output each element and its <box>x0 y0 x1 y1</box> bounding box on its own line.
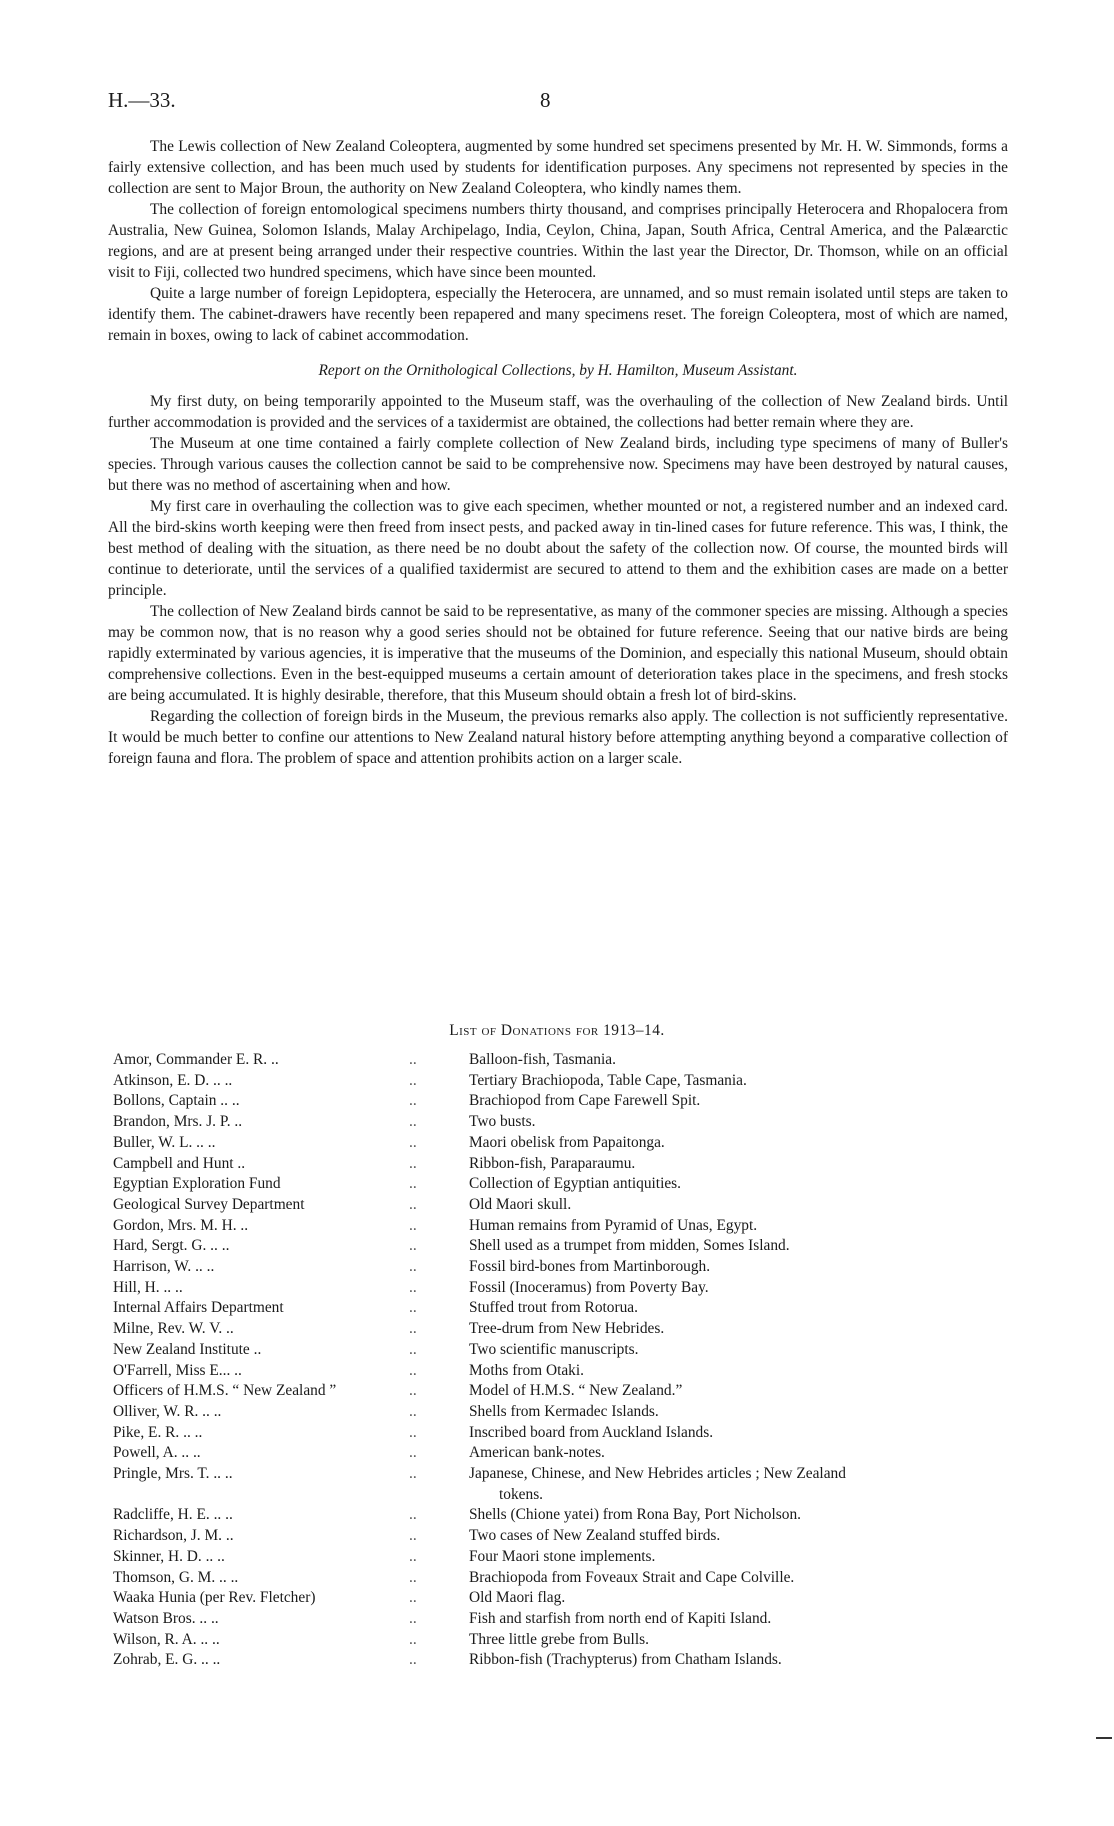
donor-name: New Zealand Institute .. <box>113 1340 262 1358</box>
dot-leader: .. <box>409 1278 417 1296</box>
donation-item <box>465 1402 1013 1423</box>
donation-item-text: Ribbon-fish (Trachypterus) from Chatham Islands. <box>469 1651 782 1669</box>
donation-row <box>113 1381 1013 1402</box>
donation-item-text: Inscribed board from Auckland Islands. <box>469 1423 714 1441</box>
paragraph: The collection of foreign entomological specimens numbers thirty thousand, and comprises principally Heterocera and Rhopalocera from Australia, New Guinea, Solomon Islands, Malay Archipelago, India, Ceylon, China, Japan, South Africa, Central America, and the Palæarctic regions, and are at present being arranged under their respective countries. Within the last year the Director, Dr. Thomson, while on an official visit to Fiji, collected two hundred specimens, which have since been mounted. <box>108 201 1008 281</box>
donor-name: Richardson, J. M. .. <box>113 1527 234 1545</box>
donor-name: Egyptian Exploration Fund <box>113 1175 281 1193</box>
donation-item <box>465 1174 1013 1195</box>
donation-item-text: Fossil bird-bones from Martinborough. <box>469 1258 711 1276</box>
donation-item <box>465 1133 1013 1154</box>
donation-item-text: Old Maori skull. <box>469 1195 572 1213</box>
donor-name: Skinner, H. D. .. .. <box>113 1547 225 1565</box>
donation-row <box>113 1071 1013 1092</box>
donation-row <box>113 1236 1013 1257</box>
donation-item-text: Shells from Kermadec Islands. <box>469 1402 659 1420</box>
dot-leader: .. <box>409 1237 417 1255</box>
donor-name: Buller, W. L. .. .. <box>113 1133 216 1151</box>
dot-leader: .. <box>409 1402 417 1420</box>
dot-leader: .. <box>409 1589 417 1607</box>
donation-row <box>113 1464 1013 1505</box>
dot-leader: .. <box>409 1382 417 1400</box>
page-header <box>108 88 1006 114</box>
donation-item <box>465 1278 1013 1299</box>
donation-row <box>113 1402 1013 1423</box>
donor-name: Geological Survey Department <box>113 1195 305 1213</box>
donor-name: Pike, E. R. .. .. <box>113 1423 203 1441</box>
dot-leader: .. <box>409 1216 417 1234</box>
donation-row <box>113 1091 1013 1112</box>
dot-leader: .. <box>409 1630 417 1648</box>
donation-row <box>113 1340 1013 1361</box>
donation-row <box>113 1630 1013 1651</box>
dot-leader: .. <box>409 1506 417 1524</box>
margin-mark <box>1096 1737 1112 1739</box>
donation-item-text: Two cases of New Zealand stuffed birds. <box>469 1527 721 1545</box>
donor-name: O'Farrell, Miss E... .. <box>113 1361 242 1379</box>
paragraph: The collection of New Zealand birds cannot be said to be representative, as many of the commoner species are missing. Although a species may be common now, that is no reason why a good series should not be obtained for future reference. Seeing that our native birds are being rapidly exterminated by various agencies, it is imperative that the museums of the Dominion, and especially this national Museum, should obtain comprehensive collections. Even in the best-equipped museums a certain amount of deterioration takes place in the specimens, and fresh stocks are being accumulated. It is highly desirable, therefore, that this Museum should obtain a fresh lot of bird-skins. <box>108 603 1008 704</box>
donation-item-text: Human remains from Pyramid of Unas, Egypt. <box>469 1216 758 1234</box>
donor-name: Olliver, W. R. .. .. <box>113 1402 222 1420</box>
donation-item <box>465 1547 1013 1568</box>
donation-item <box>465 1154 1013 1175</box>
donor-name: Brandon, Mrs. J. P. .. <box>113 1113 243 1131</box>
dot-leader: .. <box>409 1465 417 1483</box>
donation-item-text: Stuffed trout from Rotorua. <box>469 1299 638 1317</box>
donation-row <box>113 1050 1013 1071</box>
paragraph: Quite a large number of foreign Lepidoptera, especially the Heterocera, are unnamed, and so must remain isolated until steps are taken to identify them. The cabinet-drawers have recently been repapered and many specimens reset. The foreign Coleoptera, most of which are named, remain in boxes, owing to lack of cabinet accommodation. <box>108 285 1008 344</box>
donor-name: Wilson, R. A. .. .. <box>113 1630 220 1648</box>
dot-leader: .. <box>409 1423 417 1441</box>
dot-leader: .. <box>409 1299 417 1317</box>
donation-item-text: Three little grebe from Bulls. <box>469 1630 649 1648</box>
donation-item <box>465 1630 1013 1651</box>
donation-item <box>465 1443 1013 1464</box>
donation-row <box>113 1319 1013 1340</box>
donor-name: Atkinson, E. D. .. .. <box>113 1071 233 1089</box>
donation-item <box>465 1050 1013 1071</box>
donation-item <box>465 1236 1013 1257</box>
donor-name: Bollons, Captain .. .. <box>113 1092 240 1110</box>
dot-leader: .. <box>409 1133 417 1151</box>
donation-row <box>113 1568 1013 1589</box>
dot-leader: .. <box>409 1340 417 1358</box>
donation-item-text: Shells (Chione yatei) from Rona Bay, Port Nicholson. <box>469 1506 801 1524</box>
donation-item <box>465 1112 1013 1133</box>
donation-row <box>113 1547 1013 1568</box>
dot-leader: .. <box>409 1071 417 1089</box>
donor-name: Campbell and Hunt .. <box>113 1154 246 1172</box>
dot-leader: .. <box>409 1361 417 1379</box>
donation-row <box>113 1133 1013 1154</box>
donation-item <box>465 1464 1013 1505</box>
donation-item <box>465 1609 1013 1630</box>
donation-row <box>113 1195 1013 1216</box>
dot-leader: .. <box>409 1113 417 1131</box>
donor-name: Hard, Sergt. G. .. .. <box>113 1237 230 1255</box>
donation-item-text: Moths from Otaki. <box>469 1361 584 1379</box>
donor-name: Hill, H. .. .. <box>113 1278 183 1296</box>
dot-leader: .. <box>409 1195 417 1213</box>
donation-item <box>465 1381 1013 1402</box>
donor-name: Watson Bros. .. .. <box>113 1609 219 1627</box>
donation-item <box>465 1319 1013 1340</box>
page-number: 8 <box>540 88 551 112</box>
donation-item-text: Fish and starfish from north end of Kapiti Island. <box>469 1609 772 1627</box>
donation-row <box>113 1526 1013 1547</box>
donation-item-text: Tree-drum from New Hebrides. <box>469 1320 665 1338</box>
donation-row <box>113 1298 1013 1319</box>
donation-item-text: Balloon-fish, Tasmania. <box>469 1051 616 1068</box>
donation-item <box>465 1071 1013 1092</box>
donation-item-text: Collection of Egyptian antiquities. <box>469 1175 682 1193</box>
paragraph: My first duty, on being temporarily appointed to the Museum staff, was the overhauling of the collection of New Zealand birds. Until further accommodation is provided and the services of a taxidermist are obtained, the collections had better remain where they are. <box>108 393 1008 431</box>
paragraph: My first care in overhauling the collection was to give each specimen, whether mounted or not, a registered number and an indexed card. All the bird-skins worth keeping were then freed from insect pests, and packed away in tin-lined cases for future reference. This was, I think, the best method of dealing with the situation, as there need be no doubt about the safety of the collection now. Of course, the mounted birds will continue to deteriorate, until the services of a qualified taxidermist are secured to attend to them and the exhibition cases are made on a better principle. <box>108 498 1008 599</box>
donation-row <box>113 1174 1013 1195</box>
paragraph: The Museum at one time contained a fairly complete collection of New Zealand birds, including type specimens of many of Buller's species. Through various causes the collection cannot be said to be comprehensive now. Specimens may have been destroyed by natural causes, but there was no method of ascertaining when and how. <box>108 435 1008 494</box>
donation-item <box>465 1361 1013 1382</box>
donation-item-text: Model of H.M.S. “ New Zealand.” <box>469 1382 683 1400</box>
dot-leader: .. <box>409 1527 417 1545</box>
dot-leader: .. <box>409 1320 417 1338</box>
donation-row <box>113 1154 1013 1175</box>
donation-item <box>465 1650 1013 1671</box>
donation-row <box>113 1112 1013 1133</box>
donation-item-text: Two scientific manuscripts. <box>469 1340 639 1358</box>
paragraph: Regarding the collection of foreign birds in the Museum, the previous remarks also apply. The collection is not sufficiently representative. It would be much better to confine our attentions to New Zealand natural history before attempting anything beyond a comparative collection of foreign fauna and flora. The problem of space and attention prohibits action on a larger scale. <box>108 708 1008 767</box>
body-text <box>108 136 1008 769</box>
donation-row <box>113 1609 1013 1630</box>
donation-row <box>113 1278 1013 1299</box>
donor-name: Officers of H.M.S. “ New Zealand ” <box>113 1382 337 1400</box>
donation-row <box>113 1443 1013 1464</box>
donation-item-text: Tertiary Brachiopoda, Table Cape, Tasmania. <box>469 1071 747 1089</box>
donation-row <box>113 1216 1013 1237</box>
donor-name: Harrison, W. .. .. <box>113 1258 215 1276</box>
dot-leader: .. <box>409 1092 417 1110</box>
donation-item <box>465 1340 1013 1361</box>
donor-name: Milne, Rev. W. V. .. <box>113 1320 234 1338</box>
section-heading: Report on the Ornithological Collections, by H. Hamilton, Museum Assistant. <box>318 362 798 379</box>
donation-item <box>465 1505 1013 1526</box>
donor-name: Powell, A. .. .. <box>113 1444 201 1462</box>
dot-leader: .. <box>409 1651 417 1669</box>
donor-name: Zohrab, E. G. .. .. <box>113 1651 221 1669</box>
donation-item-text: Fossil (Inoceramus) from Poverty Bay. <box>469 1278 709 1296</box>
donation-item-continuation: tokens. <box>499 1485 544 1503</box>
document-reference: H.—33. <box>108 88 176 112</box>
dot-leader: .. <box>409 1444 417 1462</box>
dot-leader: .. <box>409 1258 417 1276</box>
donation-row <box>113 1423 1013 1444</box>
donation-row <box>113 1257 1013 1278</box>
paragraph: The Lewis collection of New Zealand Coleoptera, augmented by some hundred set specimens presented by Mr. H. W. Simmonds, forms a fairly extensive collection, and has been much used by students for identification purposes. Any specimens not represented by species in the collection are sent to Major Broun, the authority on New Zealand Coleoptera, who kindly names them. <box>108 138 1008 197</box>
donation-item-text: Old Maori flag. <box>469 1589 566 1607</box>
donation-item-text: Ribbon-fish, Paraparaumu. <box>469 1154 636 1172</box>
donation-item-text: Brachiopod from Cape Farewell Spit. <box>469 1092 701 1110</box>
donation-item <box>465 1257 1013 1278</box>
dot-leader: .. <box>409 1547 417 1565</box>
donor-name: Pringle, Mrs. T. .. .. <box>113 1465 233 1483</box>
donations-list <box>113 1050 1013 1671</box>
donation-item-text: Four Maori stone implements. <box>469 1547 656 1565</box>
donor-name: Amor, Commander E. R. .. <box>113 1051 279 1068</box>
donation-item-text: Shell used as a trumpet from midden, Somes Island. <box>469 1237 790 1255</box>
donations-list-title: List of Donations for 1913–14. <box>449 1022 665 1039</box>
dot-leader: .. <box>409 1609 417 1627</box>
donation-item <box>465 1091 1013 1112</box>
donor-name: Internal Affairs Department <box>113 1299 284 1317</box>
donation-item <box>465 1526 1013 1547</box>
dot-leader: .. <box>409 1568 417 1586</box>
donation-item <box>465 1588 1013 1609</box>
donation-item <box>465 1195 1013 1216</box>
donor-name: Gordon, Mrs. M. H. .. <box>113 1216 249 1234</box>
donation-item <box>465 1423 1013 1444</box>
dot-leader: .. <box>409 1051 417 1068</box>
donation-item-text: Japanese, Chinese, and New Hebrides articles ; New Zealand <box>469 1465 846 1483</box>
donor-name: Waaka Hunia (per Rev. Fletcher) <box>113 1589 316 1607</box>
dot-leader: .. <box>409 1175 417 1193</box>
donation-row <box>113 1588 1013 1609</box>
donation-item-text: Maori obelisk from Papaitonga. <box>469 1133 665 1151</box>
donation-row <box>113 1505 1013 1526</box>
donation-row <box>113 1361 1013 1382</box>
donation-item <box>465 1568 1013 1589</box>
donation-row <box>113 1650 1013 1671</box>
donor-name: Radcliffe, H. E. .. .. <box>113 1506 233 1524</box>
dot-leader: .. <box>409 1154 417 1172</box>
donation-item-text: American bank-notes. <box>469 1444 605 1462</box>
donation-item-text: Two busts. <box>469 1113 536 1131</box>
donor-name: Thomson, G. M. .. .. <box>113 1568 239 1586</box>
donation-item <box>465 1298 1013 1319</box>
donation-item-text: Brachiopoda from Foveaux Strait and Cape Colville. <box>469 1568 795 1586</box>
donation-item <box>465 1216 1013 1237</box>
